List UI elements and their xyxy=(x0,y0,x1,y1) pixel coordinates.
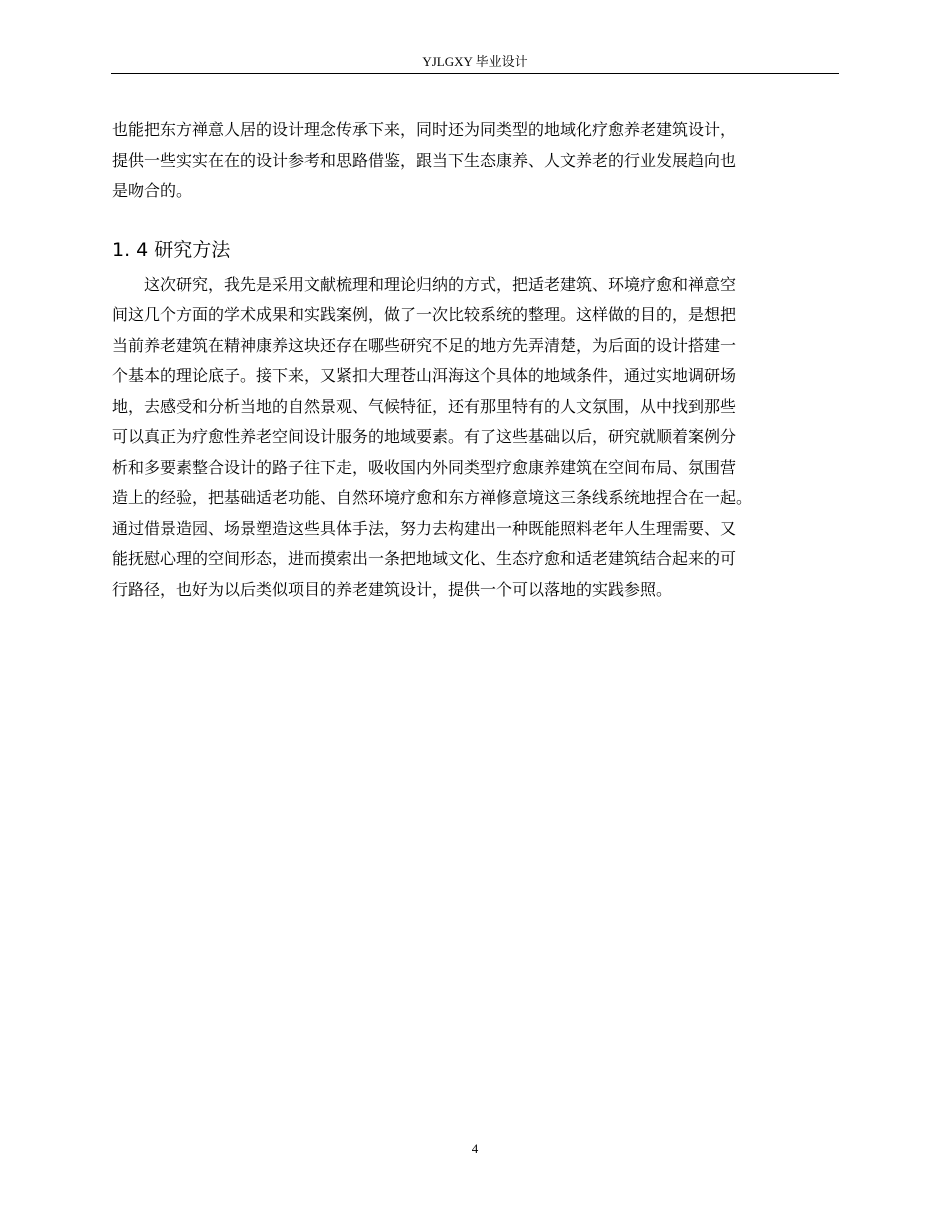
paragraph-line: 当前养老建筑在精神康养这块还存在哪些研究不足的地方先弄清楚，为后面的设计搭建一 xyxy=(112,335,737,355)
paragraph-line: 这次研究，我先是采用文献梳理和理论归纳的方式，把适老建筑、环境疗愈和禅意空 xyxy=(112,274,737,294)
header-rule xyxy=(111,73,839,74)
research-method-paragraph xyxy=(112,270,840,606)
paragraph-line: 能抚慰心理的空间形态，进而摸索出一条把地域文化、生态疗愈和适老建筑结合起来的可 xyxy=(112,549,737,568)
section-heading: 1. 4 研究方法 xyxy=(112,238,231,261)
page-content xyxy=(112,115,840,605)
paragraph-line: 造上的经验，把基础适老功能、自然环境疗愈和东方禅修意境这三条线系统地捏合在一起。 xyxy=(112,488,753,507)
paragraph-line: 行路径，也好为以后类似项目的养老建筑设计，提供一个可以落地的实践参照。 xyxy=(112,579,673,599)
intro-paragraph xyxy=(112,115,840,207)
page-header: YJLGXY 毕业设计 xyxy=(422,54,528,69)
page-number: 4 xyxy=(471,1141,479,1156)
paragraph-line: 可以真正为疗愈性养老空间设计服务的地域要素。有了这些基础以后，研究就顺着案例分 xyxy=(112,427,737,446)
paragraph-line: 也能把东方禅意人居的设计理念传承下来，同时还为同类型的地域化疗愈养老建筑设计， xyxy=(112,120,737,139)
paragraph-line: 通过借景造园、场景塑造这些具体手法，努力去构建出一种既能照料老年人生理需要、又 xyxy=(112,518,737,538)
paragraph-line: 地，去感受和分析当地的自然景观、气候特征，还有那里特有的人文氛围，从中找到那些 xyxy=(112,396,737,416)
paragraph-line: 间这几个方面的学术成果和实践案例，做了一次比较系统的整理。这样做的目的，是想把 xyxy=(112,305,737,324)
paragraph-line: 析和多要素整合设计的路子往下走，吸收国内外同类型疗愈康养建筑在空间布局、氛围营 xyxy=(112,457,737,477)
paragraph-line: 提供一些实实在在的设计参考和思路借鉴，跟当下生态康养、人文养老的行业发展趋向也 xyxy=(112,150,737,170)
paragraph-line: 个基本的理论底子。接下来，又紧扣大理苍山洱海这个具体的地域条件，通过实地调研场 xyxy=(112,366,737,385)
paragraph-line: 是吻合的。 xyxy=(112,181,193,200)
